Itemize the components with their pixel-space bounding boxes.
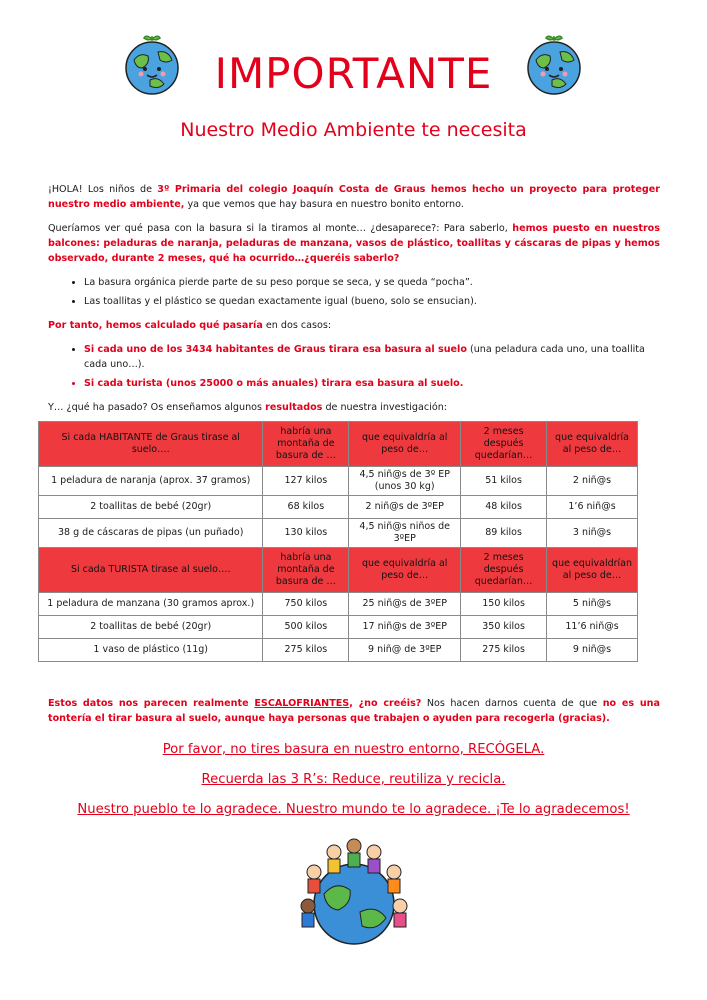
table-cell: 1’6 niñ@s — [547, 496, 638, 519]
closing-highlight: , ¿no creéis? — [349, 698, 422, 709]
table-cell: 11’6 niñ@s — [547, 616, 638, 639]
table-cell: 2 niñ@s de 3ºEP — [349, 496, 461, 519]
children-around-earth-icon — [294, 832, 414, 952]
table-cell: 9 niñ@ de 3ºEP — [349, 639, 461, 662]
experiment-text: Queríamos ver qué pasa con la basura si la tiramos al monte… ¿desaparece?: Para saberlo, — [48, 223, 513, 234]
table-cell: 1 vaso de plástico (11g) — [39, 639, 263, 662]
slogan-recoger: Por favor, no tires basura en nuestro entorno, RECÓGELA. — [162, 742, 545, 757]
experiment-highlight: hemos puesto en nuestros balcones: peladuras de naranja, peladuras de manzana, vasos de plástico, toallitas y cáscaras de pipas y hemos observado, durante 2 meses, qué ha ocurrido…¿queréis saberlo? — [48, 223, 660, 264]
intro-text: ya que vemos que hay basura en nuestro bonito entorno. — [184, 199, 464, 210]
table-header-cell: habría una montaña de basura de … — [263, 422, 349, 467]
table-cell: 51 kilos — [461, 467, 547, 496]
results-table — [38, 421, 638, 662]
closing-text: Nos hacen darnos cuenta de que — [421, 698, 603, 709]
table-cell: 130 kilos — [263, 519, 349, 548]
table-cell: 127 kilos — [263, 467, 349, 496]
table-cell: 89 kilos — [461, 519, 547, 548]
slogan-3rs: Recuerda las 3 R’s: Reduce, reutiliza y recicla. — [201, 772, 506, 787]
table-row — [39, 593, 638, 616]
table-cell: 48 kilos — [461, 496, 547, 519]
table-header-row — [39, 548, 638, 593]
list-item — [84, 342, 660, 372]
table-row — [39, 639, 638, 662]
table-header-cell: Si cada TURISTA tirase al suelo…. — [39, 548, 263, 593]
case-highlight: Si cada turista (unos 25000 o más anuales) tirara esa basura al suelo. — [84, 378, 464, 389]
closing-highlight: no es una tontería el tirar basura al suelo, aunque haya personas que trabajen o ayuden para recogerla (gracias). — [48, 698, 660, 724]
main-content — [48, 182, 660, 662]
table-cell: 150 kilos — [461, 593, 547, 616]
page-title: IMPORTANTE — [214, 49, 493, 98]
table-cell: 9 niñ@s — [547, 639, 638, 662]
table-cell: 68 kilos — [263, 496, 349, 519]
table-cell: 4,5 niñ@s niños de 3ºEP — [349, 519, 461, 548]
list-item: • Las toallitas y el plástico se quedan exactamente igual (bueno, solo se ensucian). — [84, 294, 660, 309]
results-intro — [48, 400, 660, 415]
intro-paragraph — [48, 182, 660, 212]
table-row — [39, 496, 638, 519]
list-item: • La basura orgánica pierde parte de su peso porque se seca, y se queda “pocha”. — [84, 275, 660, 290]
table-header-cell: que equivaldría al peso de… — [349, 422, 461, 467]
table-header-cell: 2 meses después quedarían… — [461, 422, 547, 467]
table-cell: 4,5 niñ@s de 3º EP (unos 30 kg) — [349, 467, 461, 496]
closing-paragraph — [48, 696, 660, 726]
results-highlight: resultados — [265, 402, 323, 413]
page-subtitle: Nuestro Medio Ambiente te necesita — [180, 119, 527, 141]
results-text: de nuestra investigación: — [322, 402, 448, 413]
list-item — [84, 376, 660, 391]
observations-list — [48, 275, 660, 309]
closing-emphasis: ESCALOFRIANTES — [254, 698, 350, 709]
table-cell: 350 kilos — [461, 616, 547, 639]
case-highlight: Si cada uno de los 3434 habitantes de Graus tirara esa basura al suelo — [84, 344, 467, 355]
table-cell: 275 kilos — [461, 639, 547, 662]
table-cell: 500 kilos — [263, 616, 349, 639]
table-cell: 3 niñ@s — [547, 519, 638, 548]
calculation-highlight: Por tanto, hemos calculado qué pasaría — [48, 320, 263, 331]
table-row — [39, 519, 638, 548]
table-header-cell: que equivaldrían al peso de… — [547, 548, 638, 593]
table-header-row — [39, 422, 638, 467]
table-cell: 1 peladura de manzana (30 gramos aprox.) — [39, 593, 263, 616]
table-row — [39, 467, 638, 496]
results-text: Y… ¿qué ha pasado? Os enseñamos algunos — [48, 402, 266, 413]
intro-highlight: 3º Primaria del colegio Joaquín Costa de Graus hemos hecho un proyecto para proteger nuestro medio ambiente, — [48, 184, 661, 210]
table-header-cell: 2 meses después quedarían… — [461, 548, 547, 593]
experiment-paragraph — [48, 221, 660, 266]
table-header-cell: habría una montaña de basura de … — [263, 548, 349, 593]
closing-highlight: Estos datos nos parecen realmente — [48, 698, 255, 709]
table-cell: 2 niñ@s — [547, 467, 638, 496]
slogan-agradece: Nuestro pueblo te lo agradece. Nuestro mundo te lo agradece. ¡Te lo agradecemos! — [77, 802, 630, 817]
table-row — [39, 616, 638, 639]
smiling-earth-icon — [522, 34, 586, 98]
case-text: (una peladura cada uno, una toallita cada uno…). — [84, 344, 645, 370]
calculation-paragraph — [48, 318, 660, 333]
page-header — [0, 28, 707, 148]
table-header-cell: que equivaldría al peso de… — [349, 548, 461, 593]
table-cell: 2 toallitas de bebé (20gr) — [39, 616, 263, 639]
table-header-cell: Si cada HABITANTE de Graus tirase al suelo…. — [39, 422, 263, 467]
table-cell: 275 kilos — [263, 639, 349, 662]
table-cell: 1 peladura de naranja (aprox. 37 gramos) — [39, 467, 263, 496]
table-cell: 25 niñ@s de 3ºEP — [349, 593, 461, 616]
table-cell: 17 niñ@s de 3ºEP — [349, 616, 461, 639]
table-cell: 38 g de cáscaras de pipas (un puñado) — [39, 519, 263, 548]
calculation-text: en dos casos: — [262, 320, 332, 331]
table-header-cell: que equivaldría al peso de… — [547, 422, 638, 467]
intro-text: ¡HOLA! Los niños de — [48, 184, 158, 195]
cases-list — [48, 342, 660, 391]
table-cell: 5 niñ@s — [547, 593, 638, 616]
table-cell: 2 toallitas de bebé (20gr) — [39, 496, 263, 519]
table-cell: 750 kilos — [263, 593, 349, 616]
